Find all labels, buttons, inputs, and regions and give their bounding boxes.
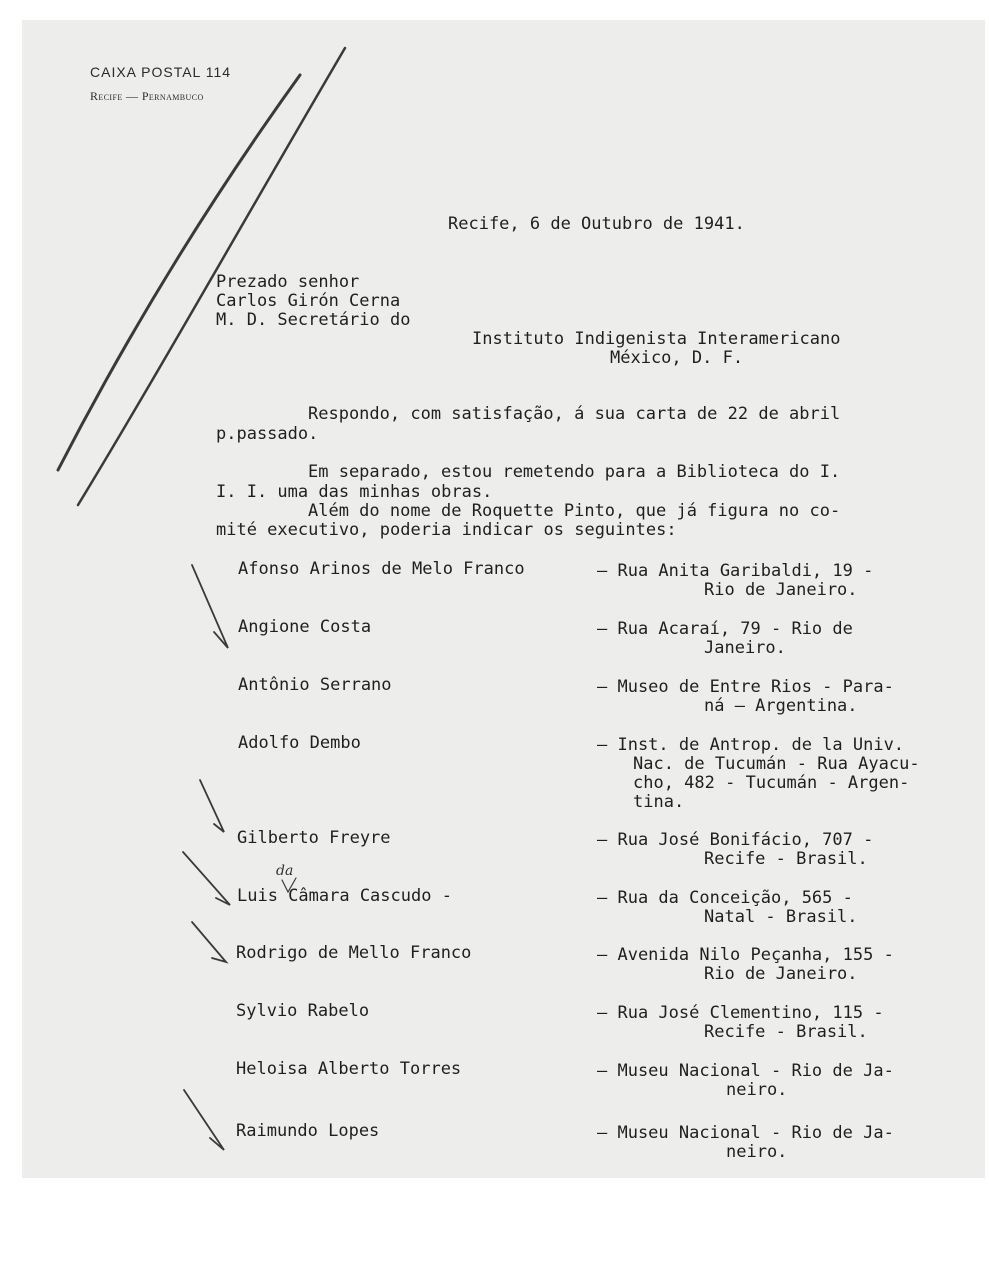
nominee-address-line: Recife - Brasil. (704, 1022, 868, 1042)
nominee-address-line: Janeiro. (704, 638, 786, 658)
nominee-name: Adolfo Dembo (238, 733, 361, 753)
paragraph-2-line-1: Em separado, estou remetendo para a Biblioteca do I. (308, 462, 841, 482)
nominee-address-line: – Rua da Conceição, 565 - (597, 888, 853, 908)
salutation: Prezado senhor (216, 272, 360, 292)
paragraph-3-line-2: mité executivo, poderia indicar os seguintes: (216, 520, 677, 540)
nominee-name: Antônio Serrano (238, 675, 392, 695)
nominee-address-line: Rio de Janeiro. (704, 964, 858, 984)
recipient-title: M. D. Secretário do (216, 310, 411, 330)
letterhead-caixa-postal: CAIXA POSTAL 114 (90, 64, 232, 80)
nominee-address-line: – Rua José Clementino, 115 - (597, 1003, 884, 1023)
nominee-name: Luis Câmara Cascudo - (237, 886, 452, 906)
nominee-address-line: – Rua Anita Garibaldi, 19 - (597, 561, 874, 581)
nominee-address-line: – Inst. de Antrop. de la Univ. (597, 735, 905, 755)
recipient-institution: Instituto Indigenista Interamericano (472, 329, 841, 349)
nominee-address-line: Natal - Brasil. (704, 907, 858, 927)
nominee-name: Angione Costa (238, 617, 372, 637)
nominee-address-line: – Museu Nacional - Rio de Ja- (597, 1123, 894, 1143)
nominee-address-line: neiro. (726, 1080, 788, 1100)
nominee-name: Rodrigo de Mello Franco (236, 943, 472, 963)
nominee-name: Afonso Arinos de Melo Franco (238, 559, 525, 579)
nominee-address-line: cho, 482 - Tucumán - Argen- (633, 773, 910, 793)
nominee-address-line: Recife - Brasil. (704, 849, 868, 869)
paragraph-1-line-1: Respondo, com satisfação, á sua carta de 22 de abril (308, 404, 841, 424)
nominee-address-line: Rio de Janeiro. (704, 580, 858, 600)
nominee-name: Heloisa Alberto Torres (236, 1059, 462, 1079)
paragraph-2-line-2: I. I. uma das minhas obras. (216, 482, 493, 502)
recipient-name: Carlos Girón Cerna (216, 291, 401, 311)
letter-date: Recife, 6 de Outubro de 1941. (448, 214, 745, 234)
nominee-address-line: – Rua José Bonifácio, 707 - (597, 830, 874, 850)
paragraph-3-line-1: Além do nome de Roquette Pinto, que já figura no co- (308, 501, 841, 521)
nominee-address-line: – Museo de Entre Rios - Para- (597, 677, 894, 697)
nominee-address-line: – Rua Acaraí, 79 - Rio de (597, 619, 853, 639)
handwritten-insert: da (276, 863, 294, 879)
letterhead-city: Recife — Pernambuco (90, 89, 204, 103)
nominee-name: Sylvio Rabelo (236, 1001, 370, 1021)
nominee-address-line: tina. (633, 792, 685, 812)
nominee-address-line: neiro. (726, 1142, 788, 1162)
nominee-name: Gilberto Freyre (237, 828, 391, 848)
nominee-address-line: Nac. de Tucumán - Rua Ayacu- (633, 754, 920, 774)
nominee-name: Raimundo Lopes (236, 1121, 380, 1141)
nominee-address-line: – Avenida Nilo Peçanha, 155 - (597, 945, 894, 965)
nominee-address-line: – Museu Nacional - Rio de Ja- (597, 1061, 894, 1081)
paragraph-1-line-2: p.passado. (216, 424, 319, 444)
recipient-city: México, D. F. (610, 348, 744, 368)
nominee-address-line: ná – Argentina. (704, 696, 858, 716)
